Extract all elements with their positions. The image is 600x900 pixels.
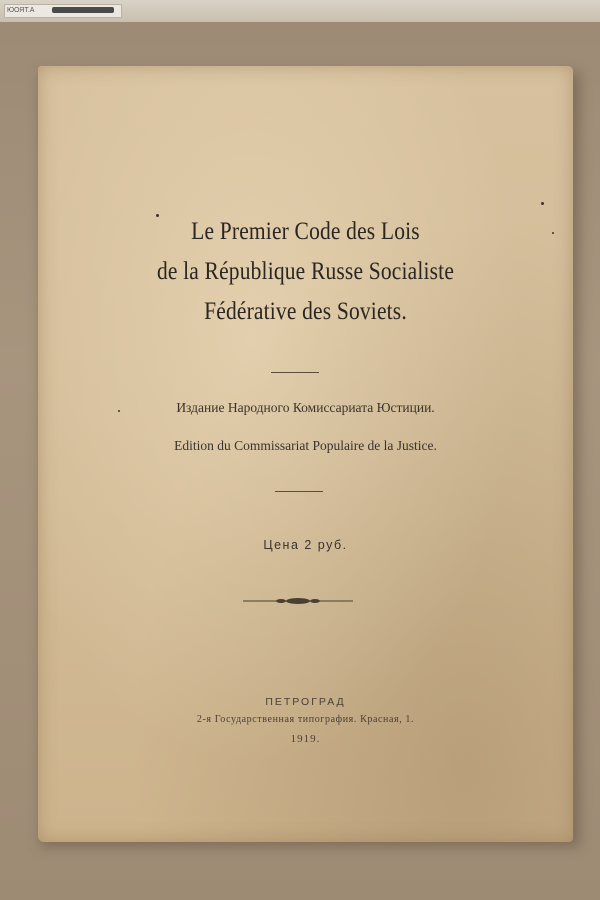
title-block	[38, 212, 573, 332]
title-line-2: de la République Russe Socialiste	[156, 258, 455, 285]
title-line-3: Fédérative des Soviets.	[204, 298, 407, 325]
ink-speck	[156, 214, 159, 217]
strip-label: ЮОЯТ.А	[4, 4, 122, 18]
city-label: ПЕТРОГРАД	[265, 696, 346, 708]
printer-label: 2-я Государственная типография. Красная, 1.	[196, 714, 415, 725]
title-line-1: Le Premier Code des Lois	[191, 218, 420, 245]
year-label: 1919.	[290, 733, 321, 745]
top-strip	[0, 0, 600, 22]
ink-speck	[118, 410, 120, 412]
strip-logo-bar	[52, 7, 114, 13]
ink-speck	[552, 232, 554, 234]
edition-french: Edition du Commissariat Populaire de la Justice.	[174, 438, 437, 453]
divider-rule-2	[275, 491, 323, 492]
price-label: Цена 2 руб.	[263, 538, 348, 552]
divider-rule-1	[271, 372, 319, 373]
edition-russian: Издание Народного Комиссариата Юстиции.	[176, 400, 435, 415]
ink-speck	[541, 202, 544, 205]
ornament-divider-icon	[243, 596, 353, 606]
document-page	[38, 66, 573, 842]
